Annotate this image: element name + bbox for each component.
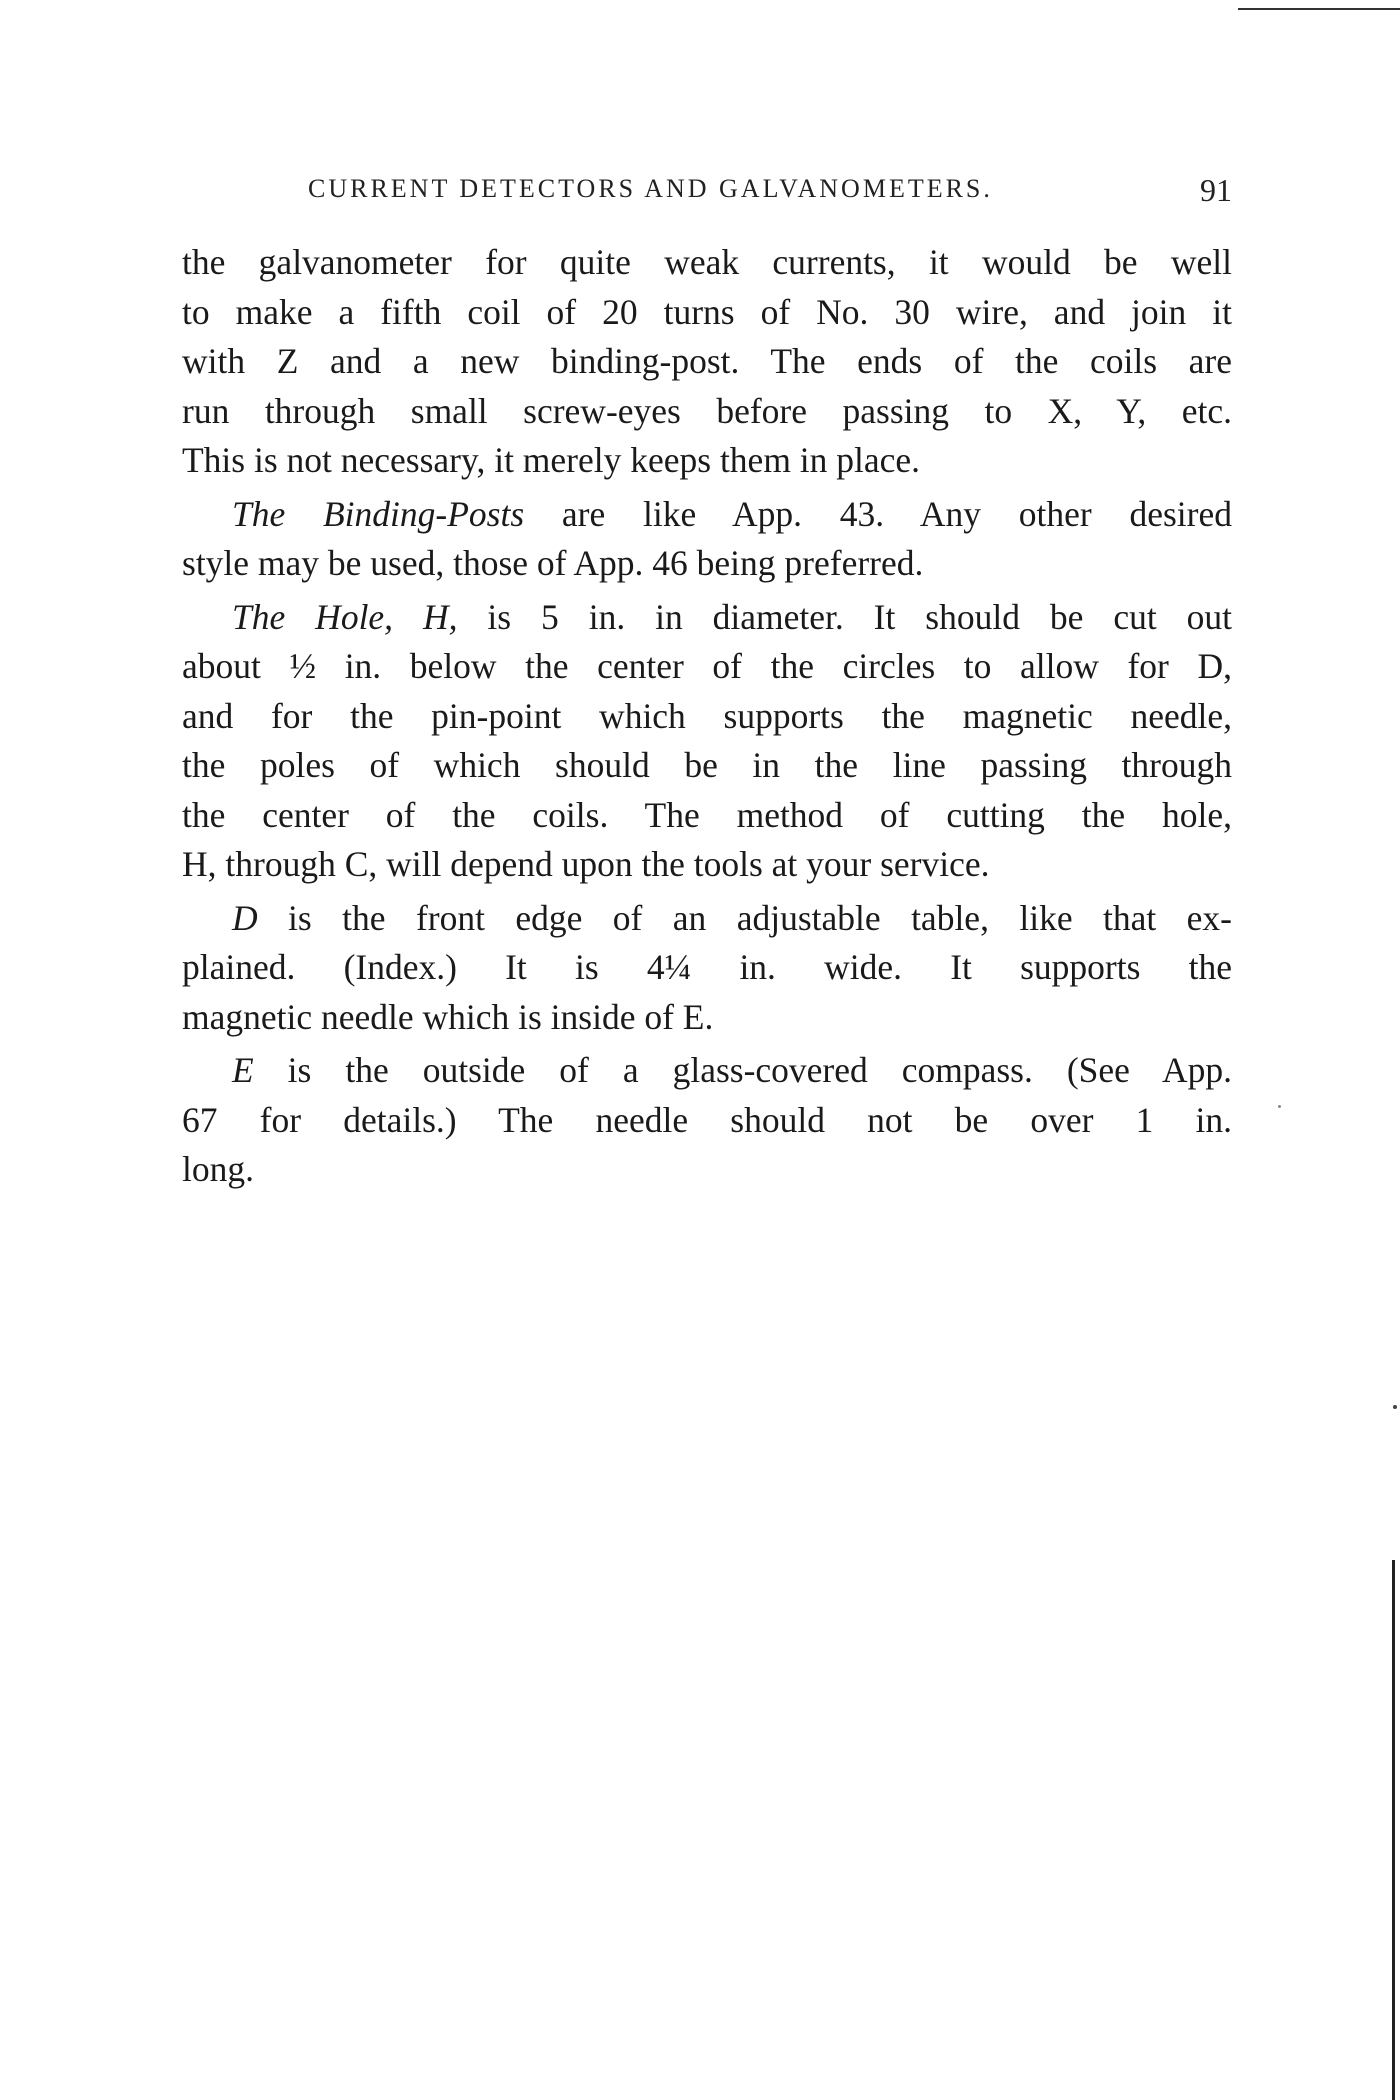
text-line: with Z and a new binding-post. The ends of the coils are — [182, 341, 1232, 381]
text-line: and for the pin-point which supports the magnetic needle, — [182, 695, 1232, 736]
text-line: about ½ in. below the center of the circles to allow for D, — [182, 646, 1232, 686]
paragraph — [182, 593, 1232, 890]
text-line: The Hole, H, is 5 in. in diameter. It should be cut out — [232, 596, 1232, 637]
paragraph — [182, 238, 1232, 486]
page-number: 91 — [1200, 172, 1232, 208]
paragraph — [182, 490, 1232, 589]
text-line: to make a fifth coil of 20 turns of No. 30 wire, and join it — [182, 291, 1232, 332]
italic-lead: The Binding-Posts — [232, 493, 525, 534]
italic-lead: E — [232, 1050, 254, 1090]
text-line: long. — [182, 1149, 254, 1189]
running-head — [180, 170, 1240, 210]
scan-speck — [1393, 1405, 1397, 1409]
text-line: the poles of which should be in the line passing through — [182, 745, 1232, 785]
text-line: the center of the coils. The method of cutting the hole, — [182, 794, 1232, 835]
text-line: E is the outside of a glass-covered compass. (See App. — [232, 1050, 1232, 1090]
text-line: The Binding-Posts are like App. 43. Any other desired — [232, 493, 1232, 534]
paragraph — [182, 1046, 1232, 1195]
italic-lead: The Hole, H, — [232, 596, 458, 637]
text-line: 67 for details.) The needle should not be over 1 in. — [182, 1099, 1232, 1140]
text-line: plained. (Index.) It is 4¼ in. wide. It supports the — [182, 947, 1232, 987]
text-line: style may be used, those of App. 46 being preferred. — [182, 543, 924, 583]
text-line: the galvanometer for quite weak currents, it would be well — [182, 242, 1232, 282]
scan-edge-line — [1238, 8, 1400, 10]
running-title: CURRENT DETECTORS AND GALVANOMETERS. — [308, 174, 993, 203]
text-line: H, through C, will depend upon the tools at your service. — [182, 844, 990, 884]
text-line: run through small screw-eyes before passing to X, Y, etc. — [182, 390, 1232, 431]
body-text — [182, 238, 1232, 1199]
paragraph — [182, 894, 1232, 1043]
italic-lead: D — [232, 897, 258, 938]
scan-edge-line — [1392, 1560, 1395, 2100]
text-line: This is not necessary, it merely keeps them in place. — [182, 440, 921, 480]
text-line: D is the front edge of an adjustable table, like that ex- — [232, 897, 1232, 938]
scan-speck — [1278, 1105, 1281, 1108]
text-line: magnetic needle which is inside of E. — [182, 996, 714, 1037]
